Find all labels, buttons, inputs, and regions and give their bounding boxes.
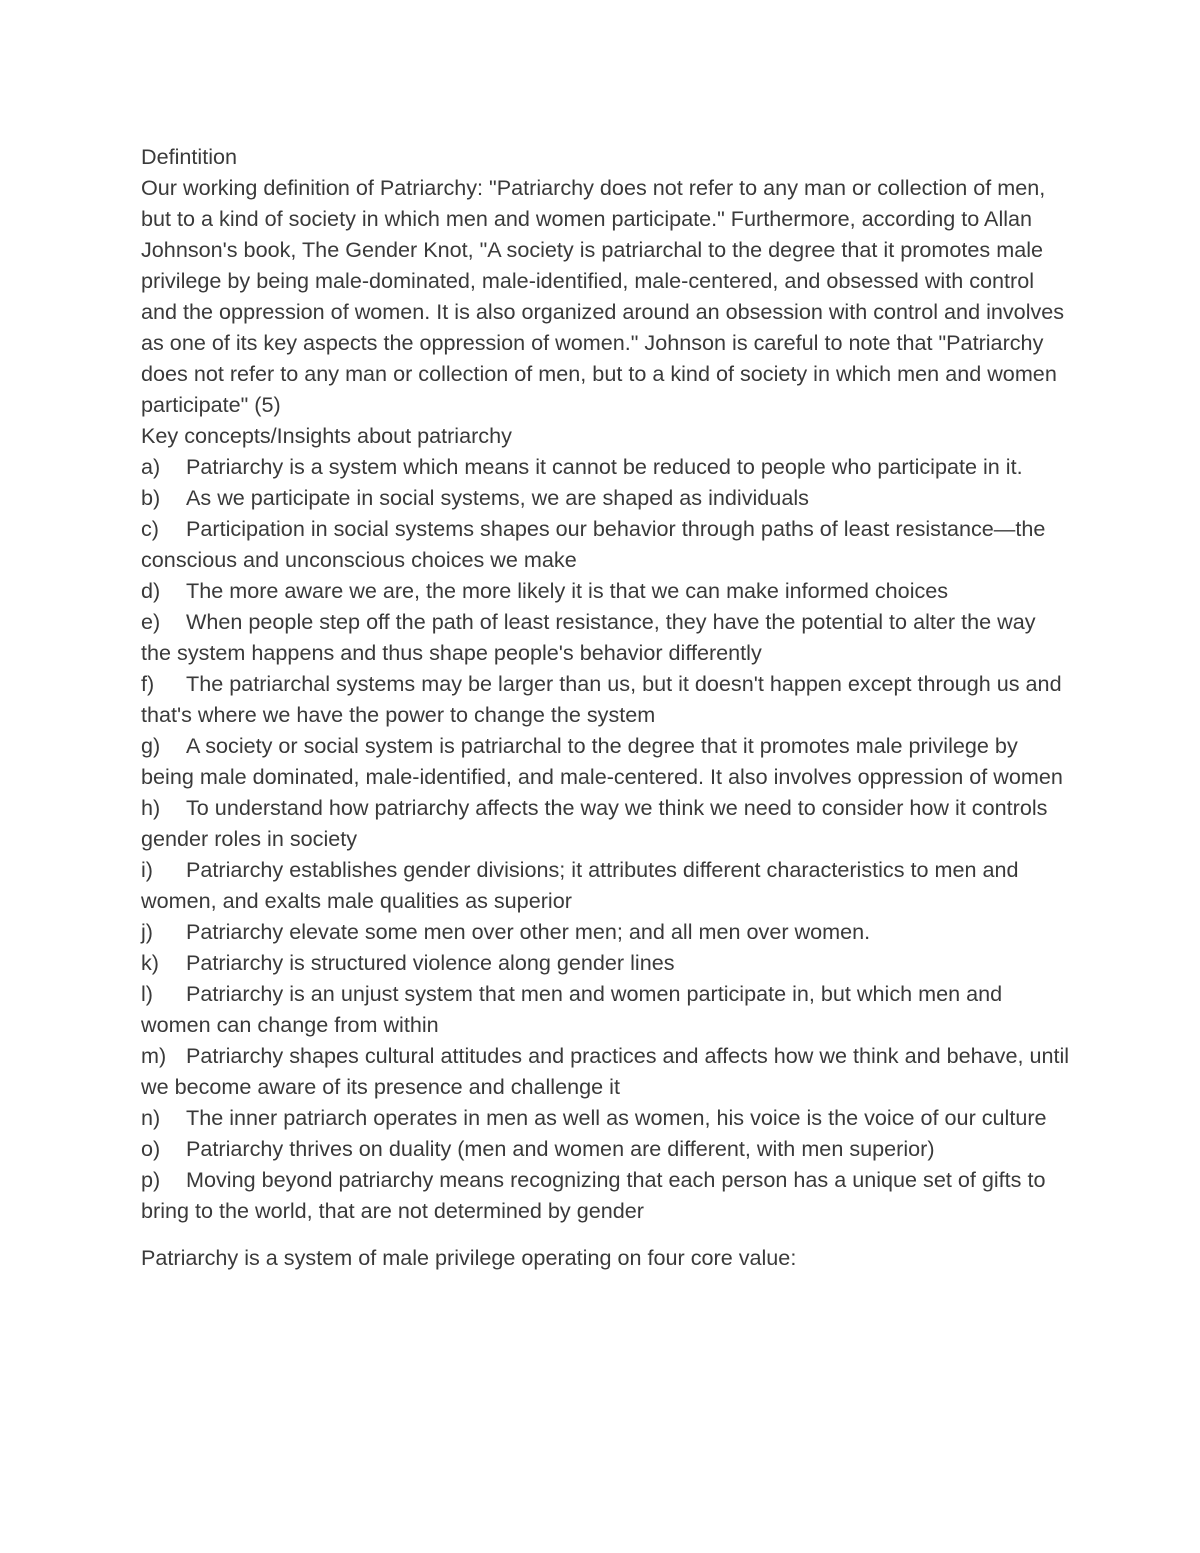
list-item-marker: c) — [141, 516, 159, 541]
list-item-text: A society or social system is patriarchal to the degree that it promotes male privilege by being male dominated, male-identified, and male-centered. It also involves oppression of women — [141, 733, 1063, 789]
list-item-text: When people step off the path of least resistance, they have the potential to alter the way the system happens and thus shape people's behavior differently — [141, 609, 1036, 665]
list-item-text: As we participate in social systems, we are shaped as individuals — [186, 485, 809, 510]
list-item-text: Moving beyond patriarchy means recognizing that each person has a unique set of gifts to bring to the world, that are not determined by gender — [141, 1167, 1046, 1223]
list-item — [141, 451, 1071, 482]
list-item — [141, 668, 1071, 730]
list-item-text: Patriarchy establishes gender divisions; it attributes different characteristics to men and women, and exalts male qualities as superior — [141, 857, 1019, 913]
list-item-text: The inner patriarch operates in men as well as women, his voice is the voice of our culture — [186, 1105, 1047, 1130]
list-item — [141, 513, 1071, 575]
list-item — [141, 792, 1071, 854]
document-heading: Defintition — [141, 144, 238, 169]
list-item-text: To understand how patriarchy affects the way we think we need to consider how it controls gender roles in society — [141, 795, 1048, 851]
list-item-marker: i) — [141, 857, 153, 882]
list-item — [141, 1164, 1071, 1226]
list-item — [141, 1102, 1071, 1133]
list-item-text: Patriarchy is structured violence along gender lines — [186, 950, 675, 975]
list-item-text: Patriarchy is an unjust system that men and women participate in, but which men and women can change from within — [141, 981, 1003, 1037]
list-item-marker: p) — [141, 1167, 161, 1192]
list-item-text: The more aware we are, the more likely it is that we can make informed choices — [186, 578, 949, 603]
document-page — [141, 141, 1071, 1273]
list-item — [141, 854, 1071, 916]
list-item — [141, 575, 1071, 606]
list-item — [141, 947, 1071, 978]
list-item-text: Participation in social systems shapes our behavior through paths of least resistance—the conscious and unconscious choices we make — [141, 516, 1046, 572]
list-item — [141, 1133, 1071, 1164]
list-item-text: The patriarchal systems may be larger than us, but it doesn't happen except through us and that's where we have the power to change the system — [141, 671, 1062, 727]
list-item — [141, 606, 1071, 668]
list-item-marker: m) — [141, 1043, 167, 1068]
list-item-text: Patriarchy thrives on duality (men and women are different, with men superior) — [186, 1136, 935, 1161]
list-item-marker: g) — [141, 733, 161, 758]
list-item-marker: n) — [141, 1105, 161, 1130]
list-item — [141, 978, 1071, 1040]
list-item-marker: a) — [141, 454, 161, 479]
list-item-marker: h) — [141, 795, 161, 820]
list-item — [141, 730, 1071, 792]
list-item-marker: b) — [141, 485, 161, 510]
list-item-text: Patriarchy shapes cultural attitudes and practices and affects how we think and behave, until we become aware of its presence and challenge it — [141, 1043, 1070, 1099]
definition-paragraph: Our working definition of Patriarchy: "Patriarchy does not refer to any man or collection of men, but to a kind of society in which men and women participate." Furthermore, according to Allan Johnson's book, The Gender Knot, "A society is patriarchal to the degree that it promotes male privilege by being male-dominated, male-identified, male-centered, and obsessed with control and the oppression of women. It is also organized around an obsession with control and involves as one of its key aspects the oppression of women." Johnson is careful to note that "Patriarchy does not refer to any man or collection of men, but to a kind of society in which men and women participate" (5) — [141, 175, 1065, 417]
list-item-marker: j) — [141, 919, 153, 944]
list-item-marker: d) — [141, 578, 161, 603]
closing-paragraph: Patriarchy is a system of male privilege operating on four core value: — [141, 1245, 797, 1270]
key-concepts-list — [141, 451, 1071, 1226]
list-item-marker: o) — [141, 1136, 161, 1161]
list-item-marker: k) — [141, 950, 159, 975]
list-item — [141, 482, 1071, 513]
list-item-text: Patriarchy elevate some men over other men; and all men over women. — [186, 919, 871, 944]
list-item — [141, 1040, 1071, 1102]
key-concepts-subheading: Key concepts/Insights about patriarchy — [141, 423, 512, 448]
list-item — [141, 916, 1071, 947]
list-item-text: Patriarchy is a system which means it cannot be reduced to people who participate in it. — [186, 454, 1023, 479]
list-item-marker: l) — [141, 981, 153, 1006]
list-item-marker: e) — [141, 609, 161, 634]
list-item-marker: f) — [141, 671, 155, 696]
